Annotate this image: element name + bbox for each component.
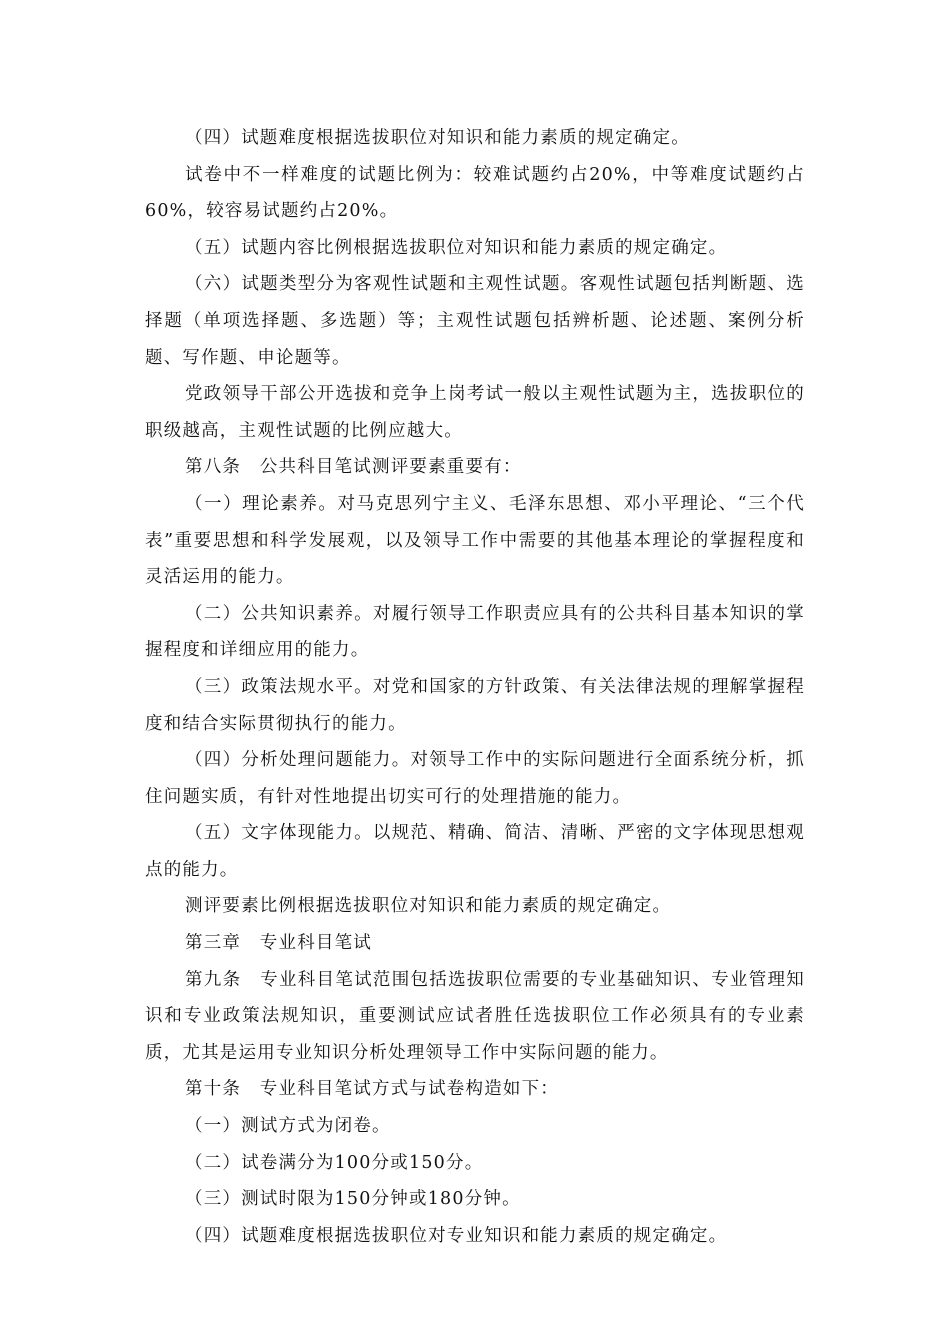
paragraph: 第九条 专业科目笔试范围包括选拔职位需要的专业基础知识、专业管理知识和专业政策法规知识，重要测试应试者胜任选拔职位工作必须具有的专业素质，尤其是运用专业知识分析处理领导工作中实际问题的能力。 (145, 969, 805, 1063)
paragraph: （一）理论素养。对马克思列宁主义、毛泽东思想、邓小平理论、“三个代表”重要思想和科学发展观，以及领导工作中需要的其他基本理论的掌握程度和灵活运用的能力。 (145, 493, 805, 588)
chapter-heading-3: 第三章 专业科目笔试 (185, 933, 372, 954)
paragraph: （一）测试方式为闭卷。 (185, 1116, 391, 1137)
paragraph: （五）试题内容比例根据选拔职位对知识和能力素质的规定确定。 (185, 237, 728, 258)
paragraph: （三）测试时限为150分钟或180分钟。 (185, 1189, 521, 1210)
paragraph: （四）试题难度根据选拔职位对知识和能力素质的规定确定。 (185, 128, 690, 148)
paragraph: 测评要素比例根据选拔职位对知识和能力素质的规定确定。 (185, 896, 672, 917)
article-heading-8: 第八条 公共科目笔试测评要素重要有： (185, 457, 522, 478)
paragraph: （五）文字体现能力。以规范、精确、简洁、清晰、严密的文字体现思想观点的能力。 (145, 823, 805, 880)
document-body (145, 120, 805, 1254)
paragraph: （四）试题难度根据选拔职位对专业知识和能力素质的规定确定。 (185, 1225, 728, 1246)
article-heading-10: 第十条 专业科目笔试方式与试卷构造如下： (185, 1079, 559, 1100)
paragraph: 试卷中不一样难度的试题比例为：较难试题约占20%，中等难度试题约占60%，较容易试题约占20%。 (145, 164, 805, 222)
paragraph: （二）公共知识素养。对履行领导工作职责应具有的公共科目基本知识的掌握程度和详细应用的能力。 (145, 603, 805, 661)
paragraph: （六）试题类型分为客观性试题和主观性试题。客观性试题包括判断题、选择题（单项选择题、多选题）等；主观性试题包括辨析题、论述题、案例分析题、写作题、申论题等。 (145, 274, 805, 368)
paragraph: （二）试卷满分为100分或150分。 (185, 1152, 484, 1173)
paragraph: （三）政策法规水平。对党和国家的方针政策、有关法律法规的理解掌握程度和结合实际贯彻执行的能力。 (145, 676, 805, 734)
paragraph: 党政领导干部公开选拔和竞争上岗考试一般以主观性试题为主，选拔职位的职级越高，主观性试题的比例应越大。 (145, 384, 805, 441)
paragraph: （四）分析处理问题能力。对领导工作中的实际问题进行全面系统分析，抓住问题实质，有针对性地提出切实可行的处理措施的能力。 (145, 750, 805, 807)
